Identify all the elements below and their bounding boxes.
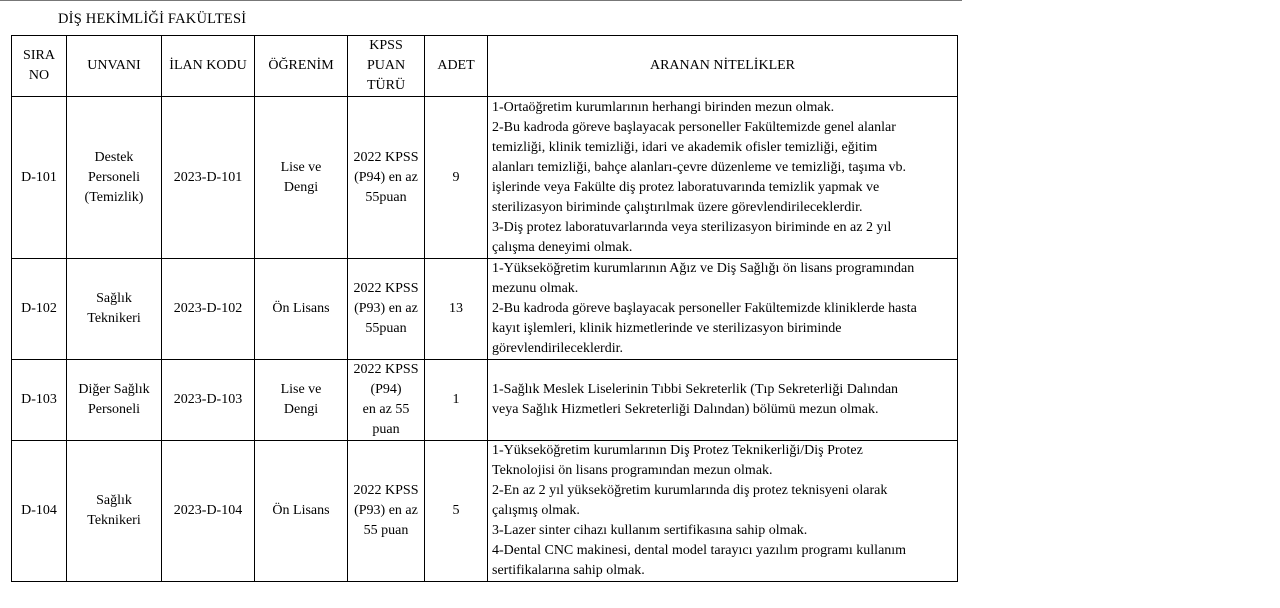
header-unvani: UNVANI: [67, 36, 162, 97]
cell-kpss: 2022 KPSS (P93) en az 55 puan: [348, 441, 425, 582]
cell-kpss: 2022 KPSS (P93) en az 55puan: [348, 259, 425, 360]
cell-ilan-kodu: 2023-D-103: [162, 360, 255, 441]
cell-ogrenim: Lise ve Dengi: [255, 360, 348, 441]
cell-adet: 1: [425, 360, 488, 441]
cell-unvani: Destek Personeli (Temizlik): [67, 97, 162, 259]
cell-sira-no: D-102: [12, 259, 67, 360]
cell-unvani: Sağlık Teknikeri: [67, 259, 162, 360]
qualification-line: Teknolojisi ön lisans programından mezun olmak.: [492, 463, 773, 478]
qualification-line: 3-Diş protez laboratuvarlarında veya sterilizasyon biriminde en az 2 yıl: [492, 219, 892, 235]
cell-ogrenim: Lise ve Dengi: [255, 97, 348, 259]
cell-ilan-kodu: 2023-D-101: [162, 97, 255, 259]
cell-ogrenim: Ön Lisans: [255, 259, 348, 360]
cell-unvani: Diğer Sağlık Personeli: [67, 360, 162, 441]
top-divider: [0, 0, 962, 1]
qualification-line: alanları temizliği, bahçe alanları-çevre düzenleme ve temizliği, taşıma vb.: [492, 159, 906, 175]
qualification-line: 1-Ortaöğretim kurumlarının herhangi birinden mezun olmak.: [492, 99, 835, 115]
table-row: [12, 441, 958, 582]
cell-sira-no: D-104: [12, 441, 67, 582]
qualification-line: 1-Yükseköğretim kurumlarının Ağız ve Diş Sağlığı ön lisans programından: [492, 261, 915, 276]
cell-nitelikler: [488, 259, 958, 360]
table-row: [12, 97, 958, 259]
faculty-title: DİŞ HEKİMLİĞİ FAKÜLTESİ: [58, 11, 247, 27]
cell-adet: 5: [425, 441, 488, 582]
cell-nitelikler: [488, 441, 958, 582]
qualification-line: 1-Sağlık Meslek Liselerinin Tıbbi Sekreterlik (Tıp Sekreterliği Dalından: [492, 382, 899, 397]
cell-ogrenim: Ön Lisans: [255, 441, 348, 582]
qualification-line: 4-Dental CNC makinesi, dental model tarayıcı yazılım programı kullanım: [492, 543, 907, 558]
cell-sira-no: D-101: [12, 97, 67, 259]
cell-kpss: 2022 KPSS (P94) en az 55puan: [348, 97, 425, 259]
cell-sira-no: D-103: [12, 360, 67, 441]
table-header-row: [12, 36, 958, 97]
qualification-line: görevlendirileceklerdir.: [492, 341, 623, 356]
qualification-line: 2-Bu kadroda göreve başlayacak personeller Fakültemizde genel alanlar: [492, 119, 896, 135]
header-sira-no: SIRA NO: [12, 36, 67, 97]
cell-kpss: 2022 KPSS (P94) en az 55 puan: [348, 360, 425, 441]
qualification-line: sterilizasyon biriminde çalıştırılmak üzere görevlendirileceklerdir.: [492, 199, 863, 215]
header-kpss: KPSS PUAN TÜRÜ: [348, 36, 425, 97]
cell-nitelikler: [488, 97, 958, 259]
qualification-line: 1-Yükseköğretim kurumlarının Diş Protez Teknikerliği/Diş Protez: [492, 443, 863, 458]
table-row: [12, 259, 958, 360]
qualification-line: 3-Lazer sinter cihazı kullanım sertifikasına sahip olmak.: [492, 523, 808, 538]
qualification-line: sertifikalarına sahip olmak.: [492, 563, 645, 578]
qualification-line: 2-En az 2 yıl yükseköğretim kurumlarında diş protez teknisyeni olarak: [492, 483, 888, 498]
qualification-line: çalışma deneyimi olmak.: [492, 239, 633, 255]
header-ilan-kodu: İLAN KODU: [162, 36, 255, 97]
positions-table: [11, 35, 958, 582]
qualification-line: çalışmış olmak.: [492, 503, 580, 518]
qualification-line: 2-Bu kadroda göreve başlayacak personeller Fakültemizde kliniklerde hasta: [492, 301, 917, 316]
cell-ilan-kodu: 2023-D-102: [162, 259, 255, 360]
cell-ilan-kodu: 2023-D-104: [162, 441, 255, 582]
cell-adet: 9: [425, 97, 488, 259]
qualification-line: veya Sağlık Hizmetleri Sekreterliği Dalından) bölümü mezun olmak.: [492, 402, 879, 417]
table-row: [12, 360, 958, 441]
header-nitelikler: ARANAN NİTELİKLER: [488, 36, 958, 97]
qualification-line: mezunu olmak.: [492, 281, 579, 296]
header-ogrenim: ÖĞRENİM: [255, 36, 348, 97]
cell-adet: 13: [425, 259, 488, 360]
cell-nitelikler: [488, 360, 958, 441]
qualification-line: kayıt işlemleri, klinik hizmetlerinde ve sterilizasyon biriminde: [492, 321, 842, 336]
qualification-line: temizliği, klinik temizliği, idari ve akademik ofisler temizliği, eğitim: [492, 139, 878, 155]
header-adet: ADET: [425, 36, 488, 97]
qualification-line: işlerinde veya Fakülte diş protez laboratuvarında temizlik yapmak ve: [492, 179, 880, 195]
cell-unvani: Sağlık Teknikeri: [67, 441, 162, 582]
